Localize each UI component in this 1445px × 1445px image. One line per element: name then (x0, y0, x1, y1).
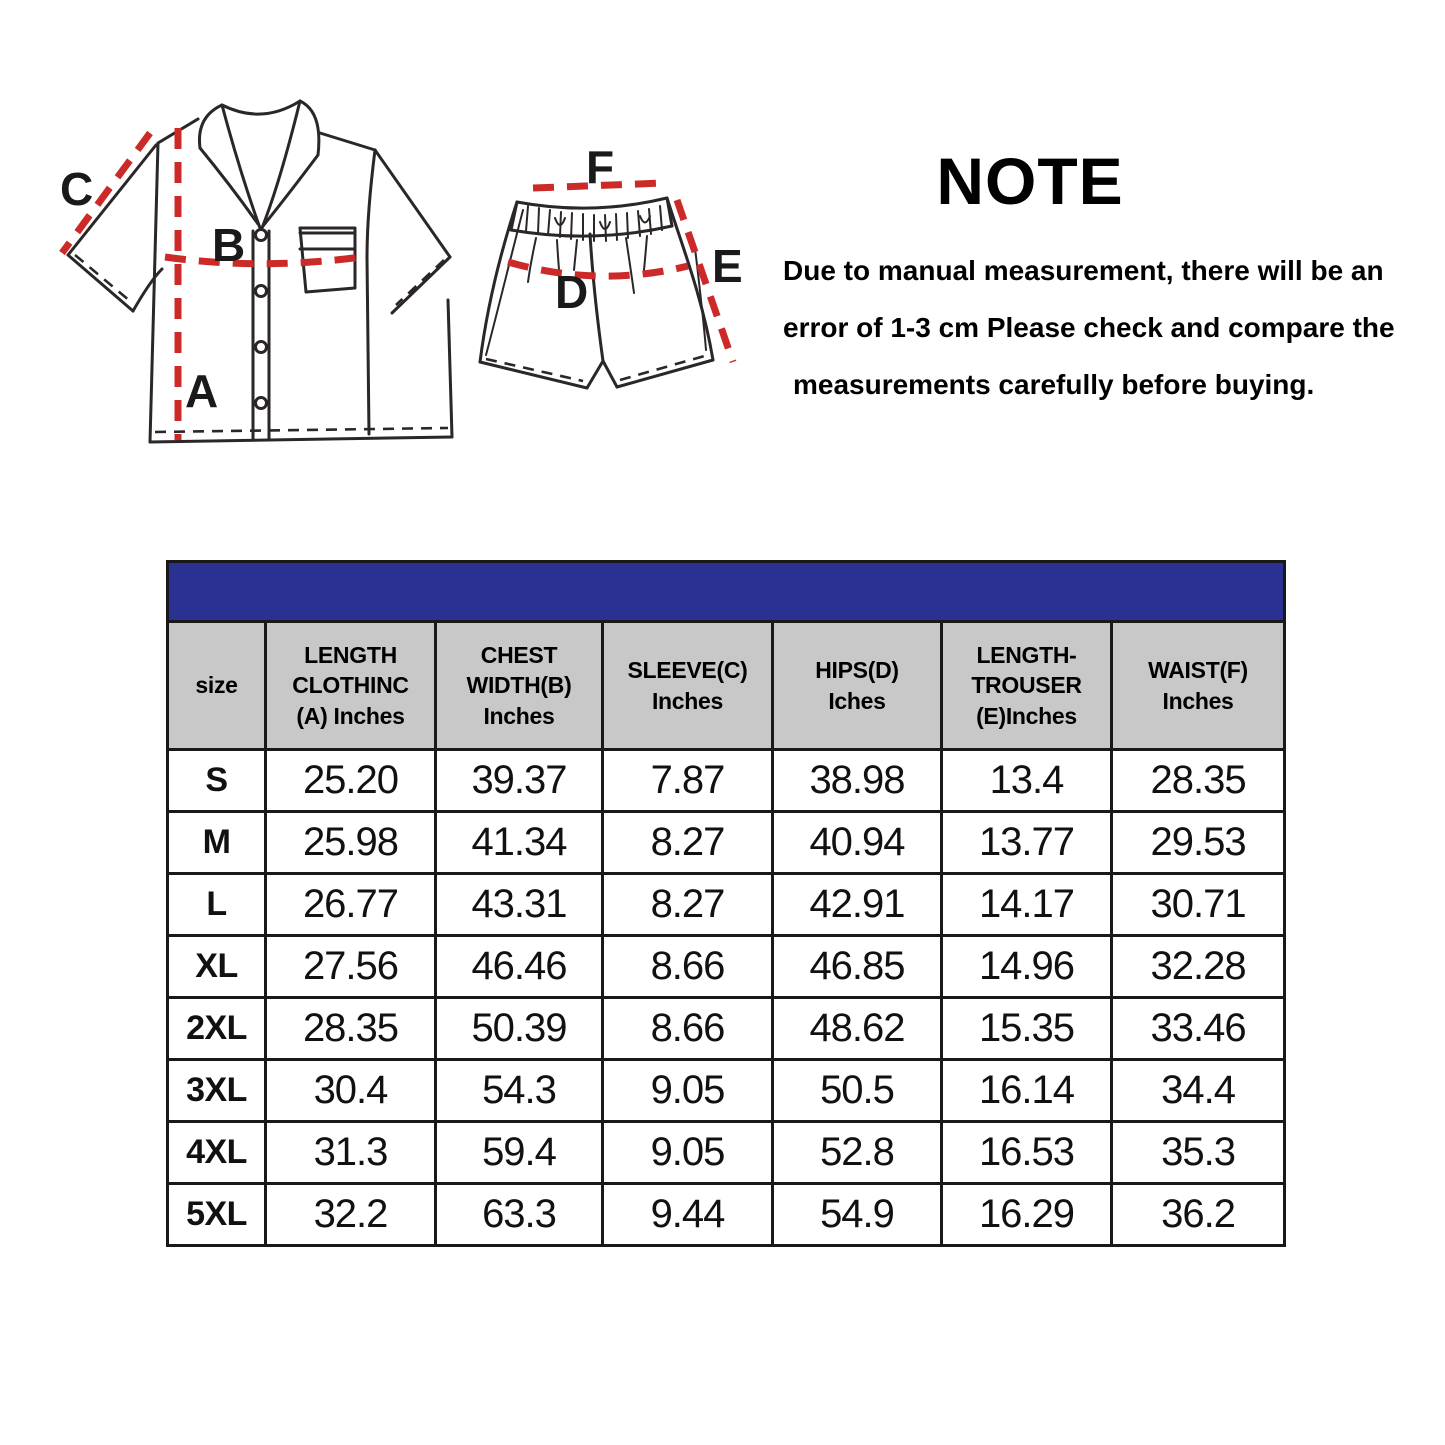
cell-sleeve: 8.66 (603, 936, 773, 998)
table-row-2xl (168, 998, 1285, 1060)
column-header-line: CHEST (480, 641, 558, 668)
column-header-waist (1112, 622, 1285, 750)
note-line: error of 1-3 cm Please check and compare the (783, 312, 1395, 343)
column-header-hips (773, 622, 942, 750)
column-header-line: Iches (828, 687, 886, 714)
cell-waist: 32.28 (1112, 936, 1285, 998)
table-row-4xl (168, 1122, 1285, 1184)
cell-sleeve: 7.87 (603, 750, 773, 812)
column-header-line: SLEEVE(C) (627, 657, 748, 684)
column-header-length-clothing (266, 622, 436, 750)
cell-length: 27.56 (266, 936, 436, 998)
shirt-label-c: C (60, 163, 94, 215)
cell-length: 32.2 (266, 1184, 436, 1246)
shorts-diagram (440, 140, 760, 400)
shorts-label-f: F (586, 141, 615, 193)
cell-chest: 59.4 (436, 1122, 603, 1184)
column-header-length-trouser (942, 622, 1112, 750)
cell-hips: 46.85 (773, 936, 942, 998)
cell-waist: 28.35 (1112, 750, 1285, 812)
note-line: measurements carefully before buying. (793, 369, 1315, 400)
cell-hips: 50.5 (773, 1060, 942, 1122)
table-row-l (168, 874, 1285, 936)
cell-waist: 36.2 (1112, 1184, 1285, 1246)
column-header-line: Inches (483, 702, 555, 729)
cell-hips: 54.9 (773, 1184, 942, 1246)
column-header-line: HIPS(D) (815, 657, 899, 684)
column-header-line: TROUSER (971, 672, 1082, 699)
cell-hips: 38.98 (773, 750, 942, 812)
shirt-outline (68, 101, 452, 442)
cell-waist: 29.53 (1112, 812, 1285, 874)
column-header-line: WIDTH(B) (466, 672, 572, 699)
size-label: 4XL (168, 1122, 266, 1184)
shorts-label-d: D (555, 266, 589, 318)
size-label: M (168, 812, 266, 874)
table-banner (168, 562, 1285, 622)
cell-length: 31.3 (266, 1122, 436, 1184)
shorts-measure-lines (508, 183, 733, 362)
cell-sleeve: 8.27 (603, 812, 773, 874)
cell-sleeve: 9.05 (603, 1122, 773, 1184)
column-header-line: Inches (1162, 687, 1234, 714)
cell-hips: 42.91 (773, 874, 942, 936)
cell-sleeve: 8.66 (603, 998, 773, 1060)
column-header-sleeve (603, 622, 773, 750)
size-table (166, 560, 1286, 1247)
column-header-line: CLOTHINC (292, 672, 409, 699)
shirt-label-b: B (212, 219, 246, 271)
note-body (740, 242, 1400, 413)
cell-chest: 39.37 (436, 750, 603, 812)
column-header-line: LENGTH (304, 641, 397, 668)
shorts-stitching (486, 355, 708, 381)
size-label: 3XL (168, 1060, 266, 1122)
table-row-s (168, 750, 1285, 812)
cell-sleeve: 9.44 (603, 1184, 773, 1246)
cell-length: 25.20 (266, 750, 436, 812)
cell-trouser: 13.77 (942, 812, 1112, 874)
shorts-label-e: E (712, 240, 743, 292)
cell-chest: 43.31 (436, 874, 603, 936)
cell-waist: 30.71 (1112, 874, 1285, 936)
cell-waist: 35.3 (1112, 1122, 1285, 1184)
size-label: XL (168, 936, 266, 998)
cell-chest: 46.46 (436, 936, 603, 998)
cell-hips: 40.94 (773, 812, 942, 874)
cell-sleeve: 8.27 (603, 874, 773, 936)
table-row-xl (168, 936, 1285, 998)
column-header-line: (E)Inches (976, 702, 1077, 729)
table-row-5xl (168, 1184, 1285, 1246)
size-label: 5XL (168, 1184, 266, 1246)
table-row-m (168, 812, 1285, 874)
cell-chest: 54.3 (436, 1060, 603, 1122)
cell-length: 26.77 (266, 874, 436, 936)
column-header-chest-width (436, 622, 603, 750)
measure-line-b (165, 256, 368, 264)
cell-waist: 34.4 (1112, 1060, 1285, 1122)
cell-trouser: 15.35 (942, 998, 1112, 1060)
shirt-label-a: A (185, 365, 219, 417)
cell-length: 30.4 (266, 1060, 436, 1122)
cell-hips: 52.8 (773, 1122, 942, 1184)
column-header-line: WAIST(F) (1148, 657, 1248, 684)
cell-chest: 63.3 (436, 1184, 603, 1246)
note-title: NOTE (936, 144, 1124, 218)
cell-length: 25.98 (266, 812, 436, 874)
column-header-line: (A) Inches (296, 702, 405, 729)
table-banner-row (168, 562, 1285, 622)
cell-trouser: 16.14 (942, 1060, 1112, 1122)
size-label: 2XL (168, 998, 266, 1060)
cell-waist: 33.46 (1112, 998, 1285, 1060)
measure-line-d (508, 262, 688, 276)
note-section (740, 144, 1400, 413)
shirt-stitching (75, 255, 448, 432)
size-label: S (168, 750, 266, 812)
size-column-header: size (168, 622, 266, 750)
cell-trouser: 16.29 (942, 1184, 1112, 1246)
cell-trouser: 13.4 (942, 750, 1112, 812)
size-label: L (168, 874, 266, 936)
cell-length: 28.35 (266, 998, 436, 1060)
cell-trouser: 16.53 (942, 1122, 1112, 1184)
column-header-line: LENGTH- (976, 641, 1077, 668)
cell-trouser: 14.96 (942, 936, 1112, 998)
table-row-3xl (168, 1060, 1285, 1122)
cell-chest: 50.39 (436, 998, 603, 1060)
cell-sleeve: 9.05 (603, 1060, 773, 1122)
column-header-line: Inches (651, 687, 724, 714)
table-header-row (168, 622, 1285, 750)
cell-chest: 41.34 (436, 812, 603, 874)
shorts-outline (480, 198, 713, 388)
shirt-diagram (30, 55, 470, 455)
cell-trouser: 14.17 (942, 874, 1112, 936)
cell-hips: 48.62 (773, 998, 942, 1060)
note-line: Due to manual measurement, there will be an (783, 255, 1384, 286)
